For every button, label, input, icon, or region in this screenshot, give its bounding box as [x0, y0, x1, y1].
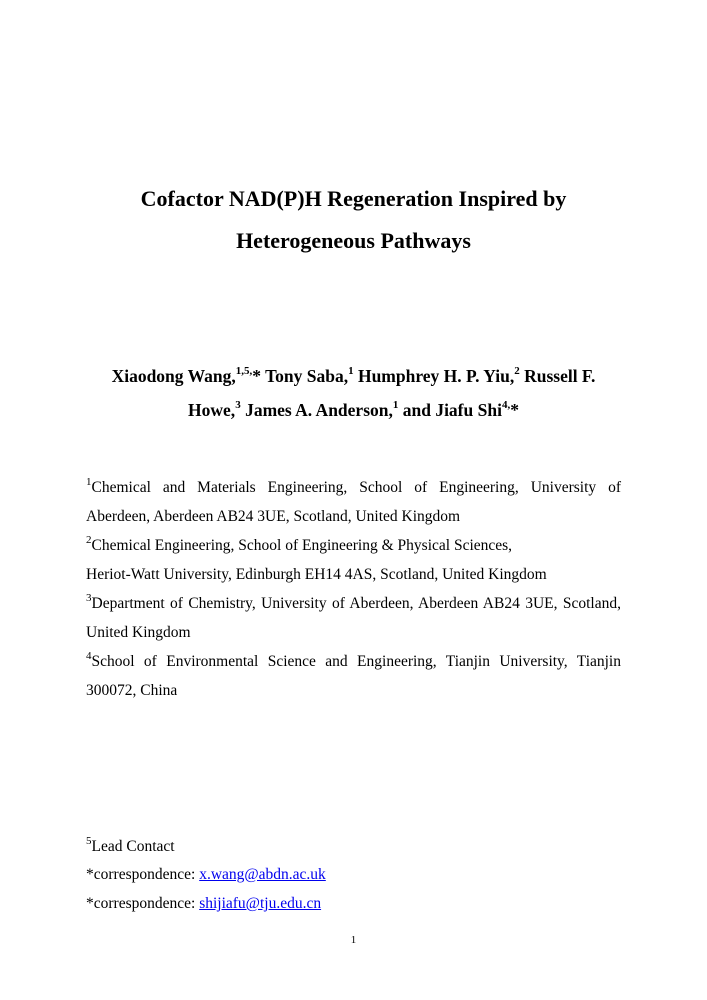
author-name: Xiaodong Wang, [111, 366, 236, 386]
author-name: James A. Anderson, [245, 400, 393, 420]
author-affiliation-mark: 1,5, [235, 365, 253, 378]
paper-title-line-2: Heterogeneous Pathways [236, 228, 471, 253]
author-name-part: Russell F. [524, 366, 596, 386]
affiliation-3: $^3$Department of Chemistry, University of Aberdeen, Aberdeen AB24 3UE, Scotland, United Kingdom [86, 591, 621, 641]
author-name: and Jiafu Shi [402, 400, 502, 420]
corresponding-mark: * [510, 400, 519, 420]
affiliation-4: $^4$School of Environmental Science and Engineering, Tianjin University, Tianjin 300072, China [86, 649, 621, 699]
author-list-line-1 [0, 366, 707, 387]
corresponding-mark: * [252, 366, 266, 386]
author-name: Humphrey H. P. Yiu, [357, 366, 515, 386]
paper-title-line-1: Cofactor NAD(P)H Regeneration Inspired by [140, 186, 567, 211]
email-link[interactable]: shijiafu@tju.edu.cn [199, 895, 322, 912]
affiliation-1: $^1$Chemical and Materials Engineering, School of Engineering, University of Aberdeen, Aberdeen AB24 3UE, Scotland, United Kingdom [86, 475, 621, 525]
correspondence-2: *correspondence: shijiafu@tju.edu.cn [86, 895, 322, 912]
email-link[interactable]: x.wang@abdn.ac.uk [199, 866, 326, 883]
author-name-part: Howe, [188, 400, 236, 420]
author-name: Tony Saba, [265, 366, 349, 386]
author-affiliation-mark: 4, [501, 399, 511, 412]
author-affiliation-mark: 2 [514, 365, 520, 378]
author-affiliation-mark: 3 [235, 399, 241, 412]
author-affiliation-mark: 1 [348, 365, 354, 378]
page-number: 1 [350, 934, 357, 946]
correspondence-1: *correspondence: x.wang@abdn.ac.uk [86, 866, 326, 883]
author-affiliation-mark: 1 [392, 399, 399, 412]
author-list-line-2 [0, 400, 707, 421]
affiliation-2: $^2$Chemical Engineering, School of Engineering & Physical Sciences, Heriot-Watt University, Edinburgh EH14 4AS, Scotland, United Kingdom [86, 533, 547, 583]
lead-contact: $^5$Lead Contact [86, 834, 175, 855]
